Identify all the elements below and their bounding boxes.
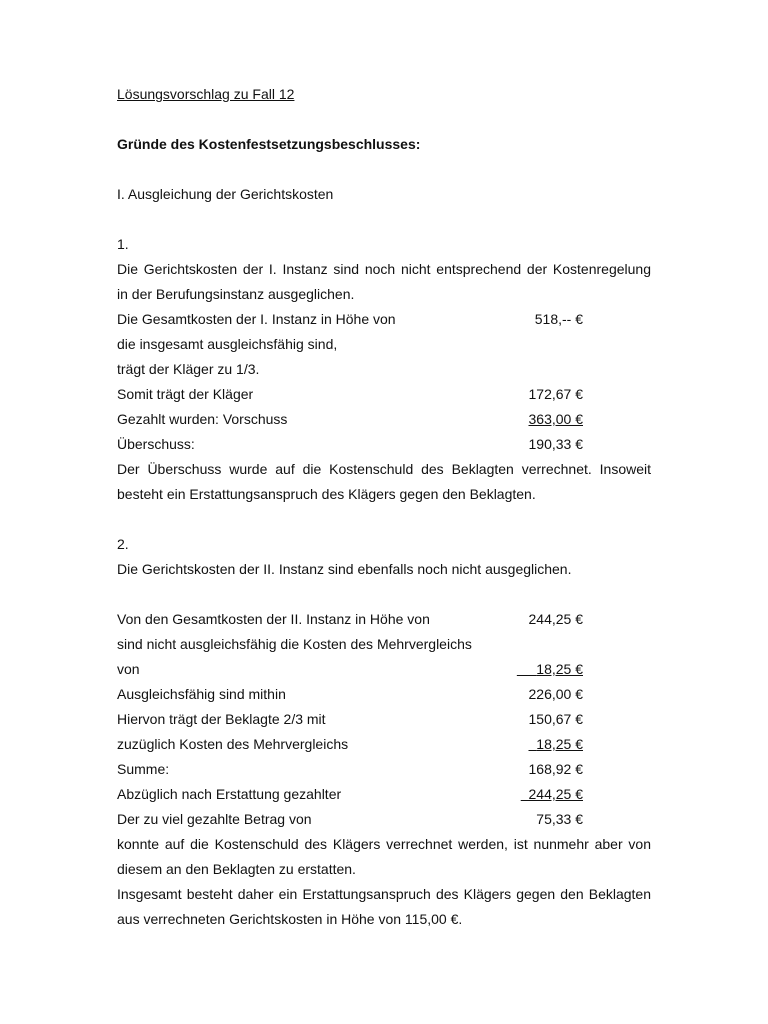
row-amount-underlined: 18,25 € [536, 736, 583, 752]
part-2-number: 2. [117, 536, 129, 552]
calculation-row [117, 707, 651, 732]
row-amount: 226,00 € [528, 686, 583, 702]
calculation-row [117, 682, 651, 707]
row-label: Überschuss: [117, 436, 195, 452]
row-label: zuzüglich Kosten des Mehrvergleichs [117, 736, 349, 752]
section-heading: Gründe des Kostenfestsetzungsbeschlusses: [117, 136, 421, 152]
row-label: die insgesamt ausgleichsfähig sind, [117, 336, 338, 352]
calculation-row [117, 382, 651, 407]
paragraph-line: konnte auf die Kostenschuld des Klägers verrechnet werden, ist nunmehr aber von [117, 836, 651, 852]
row-amount: 172,67 € [528, 386, 583, 402]
paragraph-line: in der Berufungsinstanz ausgeglichen. [117, 286, 355, 302]
paragraph-line: Die Gerichtskosten der II. Instanz sind ebenfalls noch nicht ausgeglichen. [117, 561, 572, 577]
calculation-row [117, 307, 651, 332]
paragraph-line: Insgesamt besteht daher ein Erstattungsanspruch des Klägers gegen den Beklagten [117, 886, 651, 902]
row-label: sind nicht ausgleichsfähig die Kosten des Mehrvergleichs [117, 636, 472, 652]
row-label: Der zu viel gezahlte Betrag von [117, 811, 312, 827]
calculation-row [117, 657, 651, 682]
row-amount: 168,92 € [528, 761, 583, 777]
calculation-row [117, 807, 651, 832]
row-label: Von den Gesamtkosten der II. Instanz in Höhe von [117, 611, 430, 627]
paragraph-line: diesem an den Beklagten zu erstatten. [117, 861, 356, 877]
calculation-row [117, 782, 651, 807]
paragraph-line: Die Gerichtskosten der I. Instanz sind noch nicht entsprechend der Kostenregelung [117, 261, 651, 277]
row-label: Ausgleichsfähig sind mithin [117, 686, 286, 702]
row-label: Abzüglich nach Erstattung gezahlter [117, 786, 342, 802]
paragraph-line: besteht ein Erstattungsanspruch des Klägers gegen den Beklagten. [117, 486, 536, 502]
row-label: Somit trägt der Kläger [117, 386, 254, 402]
paragraph-line: Der Überschuss wurde auf die Kostenschuld des Beklagten verrechnet. Insoweit [117, 461, 651, 477]
part-1-number: 1. [117, 236, 129, 252]
row-label: trägt der Kläger zu 1/3. [117, 361, 260, 377]
row-label: Gezahlt wurden: Vorschuss [117, 411, 288, 427]
calculation-row [117, 332, 651, 357]
row-amount-underlined: 244,25 € [528, 786, 583, 802]
row-amount: 518,-- € [534, 311, 583, 327]
section-title: I. Ausgleichung der Gerichtskosten [117, 186, 334, 202]
row-amount: 190,33 € [528, 436, 583, 452]
calculation-row [117, 732, 651, 757]
row-label: Die Gesamtkosten der I. Instanz in Höhe von [117, 311, 396, 327]
calculation-row [117, 757, 651, 782]
row-amount: 75,33 € [536, 811, 583, 827]
paragraph-line: aus verrechneten Gerichtskosten in Höhe von 115,00 €. [117, 911, 463, 927]
row-label: von [117, 661, 140, 677]
row-amount: 150,67 € [528, 711, 583, 727]
document-body [117, 82, 651, 932]
row-amount-underlined: 363,00 € [528, 411, 583, 427]
document-title: Lösungsvorschlag zu Fall 12 [117, 86, 295, 102]
calculation-row [117, 407, 651, 432]
calculation-row [117, 632, 651, 657]
calculation-row [117, 432, 651, 457]
row-label: Summe: [117, 761, 170, 777]
calculation-row [117, 357, 651, 382]
row-amount: 244,25 € [528, 611, 583, 627]
row-label: Hiervon trägt der Beklagte 2/3 mit [117, 711, 326, 727]
calculation-row [117, 607, 651, 632]
row-amount-underlined: 18,25 € [536, 661, 583, 677]
